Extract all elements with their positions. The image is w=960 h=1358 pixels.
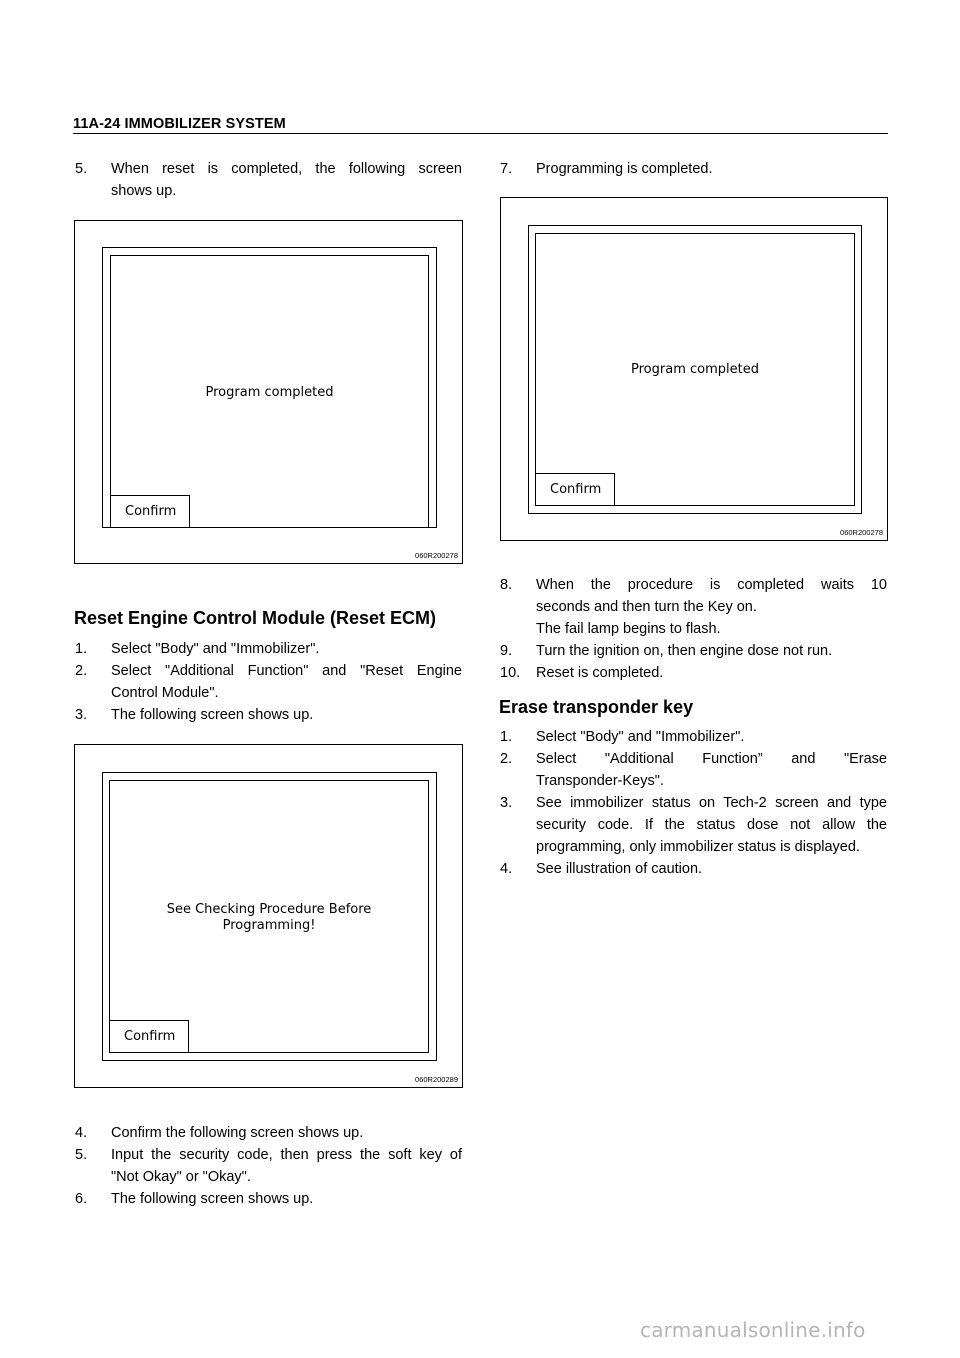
step-text-line1: Confirm the following screen shows up. [111,1125,364,1141]
step-number: 3. [500,795,513,811]
step-number: 1. [500,729,513,745]
step-text-line2: Control Module". [111,685,219,701]
step-text-line2: security code. If the status dose not allow the [536,817,887,833]
erase-key-step-3 [500,792,887,858]
step-number: 4. [75,1125,88,1141]
figure-program-completed-left [74,220,463,564]
step-text-line1: When the procedure is completed waits 10 [536,577,887,593]
confirm-soft-key[interactable]: Confirm [110,1020,189,1052]
step-text-line1: Select "Body" and "Immobilizer". [111,641,320,657]
step-text-line2: seconds and then turn the Key on. [536,599,757,615]
figure-code: 060R200289 [415,1075,458,1084]
erase-key-step-1 [500,726,887,748]
reset-ecm-step-6 [75,1188,462,1210]
step-text-line3: The fail lamp begins to flash. [536,621,721,637]
step-text-line1: Reset is completed. [536,665,664,681]
step-text-line2: "Not Okay" or "Okay". [111,1169,251,1185]
step-10-reset-completed [500,662,887,684]
screen-message: Program completed [205,385,334,400]
step-text-line2: Transponder-Keys". [536,773,664,789]
figure-see-checking-procedure [74,744,463,1088]
step-text-line1: See illustration of caution. [536,861,703,877]
step-text-line1: The following screen shows up. [111,1191,314,1207]
reset-ecm-step-1 [75,638,462,660]
step-text-line1: Select "Body" and "Immobilizer". [536,729,745,745]
step-text-line1: Programming is completed. [536,161,713,177]
screen-message [109,902,429,934]
step-9-ignition-on [500,640,887,662]
step-number: 2. [75,663,88,679]
step-number: 6. [75,1191,88,1207]
step-number: 10. [500,665,521,681]
step-text-line1: Turn the ignition on, then engine dose not run. [536,643,833,659]
reset-ecm-step-2 [75,660,462,704]
step-text-line1: Select "Additional Function" and "Reset Engine [111,663,462,679]
step-number: 8. [500,577,513,593]
erase-key-step-4 [500,858,887,880]
reset-ecm-step-5 [75,1144,462,1188]
step-5-reset-completed [75,158,462,202]
step-number: 4. [500,861,513,877]
section-heading-reset-ecm: Reset Engine Control Module (Reset ECM) [74,608,437,628]
confirm-soft-key[interactable]: Confirm [536,473,615,505]
step-text-line1: Select "Additional Function” and "Erase [536,751,887,767]
step-number: 9. [500,643,513,659]
page-header-title: 11A-24 IMMOBILIZER SYSTEM [73,116,286,132]
step-8-wait-and-key-on [500,574,887,640]
step-number: 7. [500,161,513,177]
figure-program-completed-right [500,197,888,541]
step-text-line1: When reset is completed, the following screen [111,161,462,177]
site-watermark: carmanualsonline.info [640,1318,866,1342]
step-text-line1: Input the security code, then press the soft key of [111,1147,462,1163]
header-divider [73,133,888,134]
figure-code: 060R200278 [840,528,883,537]
step-7-programming-completed [500,158,887,180]
step-number: 1. [75,641,88,657]
section-heading-erase-transponder-key: Erase transponder key [499,697,694,717]
erase-key-step-2 [500,748,887,792]
screen-message-line1: See Checking Procedure Before [166,902,372,917]
step-text-line1: The following screen shows up. [111,707,314,723]
step-number: 5. [75,161,88,177]
screen-message-line2: Programming! [222,918,316,933]
reset-ecm-step-3 [75,704,462,726]
step-text-line2: shows up. [111,183,177,199]
step-text-line3: programming, only immobilizer status is displayed. [536,839,860,855]
screen-message: Program completed [631,362,759,377]
step-number: 3. [75,707,88,723]
step-text-line1: See immobilizer status on Tech-2 screen and type [536,795,887,811]
reset-ecm-step-4 [75,1122,462,1144]
step-number: 5. [75,1147,88,1163]
step-number: 2. [500,751,513,767]
figure-code: 060R200278 [415,551,458,560]
confirm-soft-key[interactable]: Confirm [111,495,190,527]
